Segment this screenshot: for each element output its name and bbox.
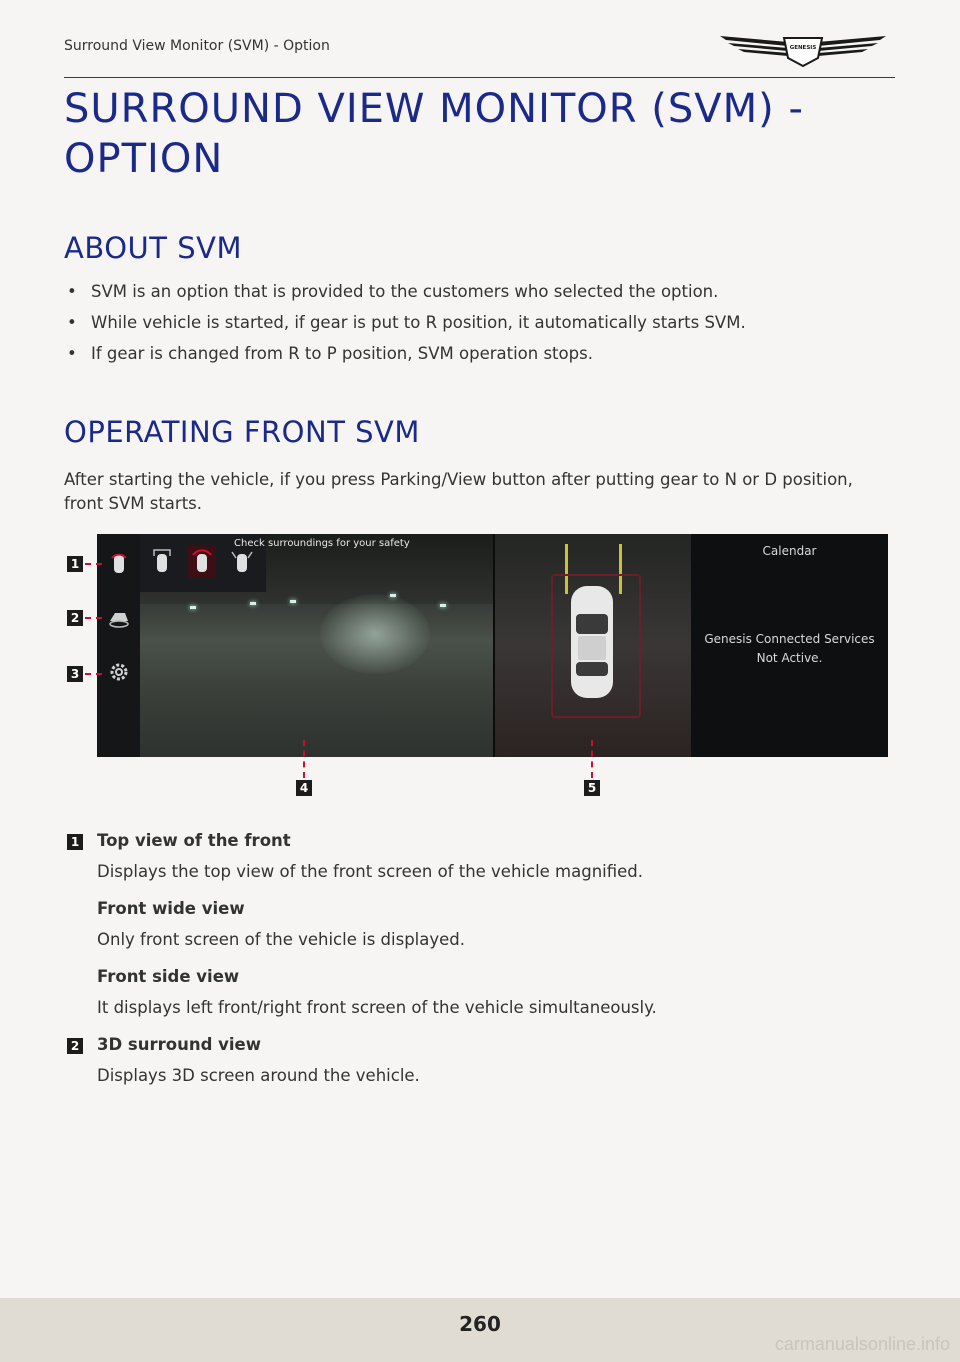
page-footer xyxy=(0,1298,960,1362)
svg-text:GENESIS: GENESIS xyxy=(789,45,817,51)
info-panel xyxy=(691,534,888,757)
item-title: 3D surround view xyxy=(97,1035,261,1054)
calendar-label[interactable]: Calendar xyxy=(762,544,817,558)
front-side-view-icon[interactable] xyxy=(228,546,256,578)
callout-badge-2: 2 xyxy=(67,610,83,626)
callout-descriptions xyxy=(64,830,894,1102)
section-heading-about: ABOUT SVM xyxy=(64,231,242,265)
item-text: It displays left front/right front screen of the vehicle simultaneously. xyxy=(97,998,657,1017)
item-text: Displays the top view of the front screen of the vehicle magnified. xyxy=(97,862,644,881)
item-title: Front wide view xyxy=(97,899,245,918)
description-item xyxy=(64,830,894,883)
front-svm-paragraph: After starting the vehicle, if you press Parking/View button after putting gear to N or D position, front SVM starts. xyxy=(64,470,853,513)
running-header: Surround View Monitor (SVM) - Option xyxy=(64,38,330,54)
callout-badge-3: 3 xyxy=(67,666,83,682)
3d-view-icon[interactable] xyxy=(107,606,131,630)
description-item xyxy=(64,898,894,951)
settings-gear-icon[interactable] xyxy=(107,660,131,684)
front-top-view-mode-icon[interactable] xyxy=(188,546,216,578)
genesis-logo xyxy=(718,30,888,68)
callout-badge-1: 1 xyxy=(67,556,83,572)
section-heading-front: OPERATING FRONT SVM xyxy=(64,415,420,449)
top-view-panel xyxy=(495,534,691,757)
item-title: Front side view xyxy=(97,967,240,986)
callout-badge-5: 5 xyxy=(584,780,600,796)
item-badge: 2 xyxy=(67,1038,83,1054)
svm-screenshot xyxy=(97,534,888,757)
header-divider xyxy=(64,77,895,78)
description-item xyxy=(64,966,894,1019)
item-badge: 1 xyxy=(67,834,83,850)
about-bullet-list xyxy=(64,282,894,375)
watermark: carmanualsonline.info xyxy=(774,1334,950,1354)
description-item xyxy=(64,1034,894,1087)
list-item: • SVM is an option that is provided to the customers who selected the option. xyxy=(64,282,894,302)
callout-badge-4: 4 xyxy=(296,780,312,796)
svm-sidebar xyxy=(97,534,140,757)
item-text: Displays 3D screen around the vehicle. xyxy=(97,1066,420,1085)
connected-services-status: Genesis Connected Services Not Active. xyxy=(704,632,875,665)
item-text: Only front screen of the vehicle is displayed. xyxy=(97,930,465,949)
safety-warning-text: Check surroundings for your safety xyxy=(234,538,410,549)
page-title: SURROUND VIEW MONITOR (SVM) - OPTION xyxy=(64,86,804,182)
front-top-view-icon[interactable] xyxy=(107,552,131,576)
page-number: 260 xyxy=(459,1312,501,1336)
list-item: • If gear is changed from R to P position, SVM operation stops. xyxy=(64,344,894,364)
front-wide-view-icon[interactable] xyxy=(148,546,176,578)
item-title: Top view of the front xyxy=(97,831,291,850)
car-icon xyxy=(568,584,616,700)
list-item: • While vehicle is started, if gear is put to R position, it automatically starts SVM. xyxy=(64,313,894,333)
